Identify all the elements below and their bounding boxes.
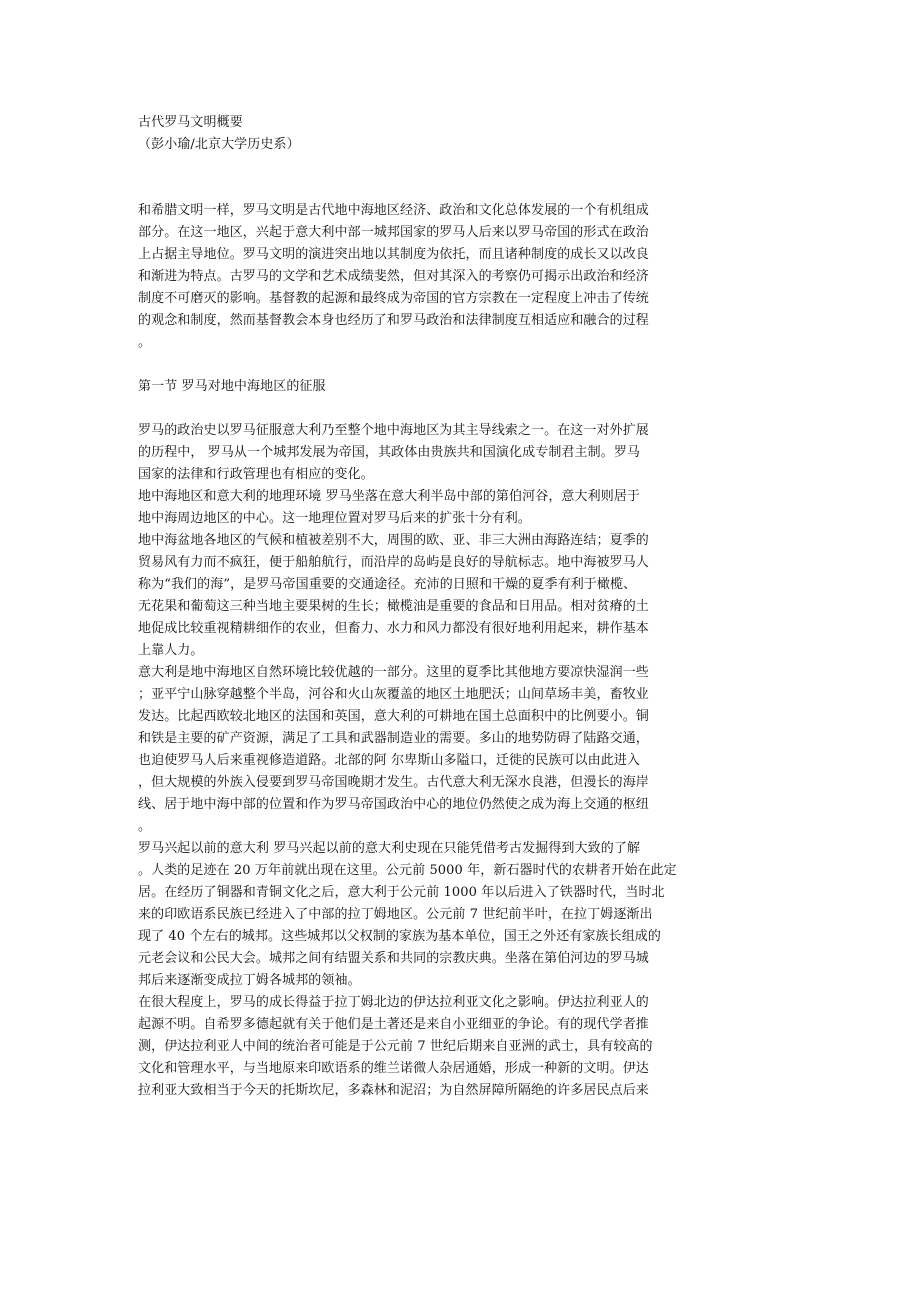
paragraph: 罗马的政治史以罗马征服意大利乃至整个地中海地区为其主导线索之一。在这一对外扩展 的历程中， 罗马从一个城邦发展为帝国，其政体由贵族共和国演化成专制君主制。罗马 国家的法律和行政管理也有相应的变化。	[138, 423, 649, 482]
document-body	[138, 112, 686, 1102]
intro-paragraph: 和希腊文明一样，罗马文明是古代地中海地区经济、政治和文化总体发展的一个有机组成 部分。在这一地区，兴起于意大利中部一城邦国家的罗马人后来以罗马帝国的形式在政治 上占据主导地位。罗马文明的演进突出地以其制度为依托，而且诸种制度的成长又以改良 和渐进为特点。古罗马的文学和艺术成绩斐然，但对其深入的考察仍可揭示出政治和经济 制度不可磨灭的影响。基督教的起源和最终成为帝国的官方宗教在一定程度上冲击了传统 的观念和制度，然而基督教会本身也经历了和罗马政治和法律制度互相适应和融合的过程 。	[138, 203, 649, 350]
spacer	[138, 156, 686, 178]
spacer	[138, 178, 686, 200]
document-author: （彭小瑜/北京大学历史系）	[138, 137, 300, 152]
paragraph: 在很大程度上，罗马的成长得益于拉丁姆北边的伊达拉利亚文化之影响。伊达拉利亚人的 起源不明。自希罗多德起就有关于他们是土著还是来自小亚细亚的争论。有的现代学者推 测，伊达拉利亚人中间的统治者可能是于公元前 7 世纪后期来自亚洲的武士，具有较高的 文化和管理水平，与当地原来印欧语系的维兰诺微人杂居通婚，形成一种新的文明。伊达 拉利亚大致相当于今天的托斯坎尼，多森林和泥沼；为自然屏障所隔绝的许多居民点后来	[138, 995, 653, 1098]
spacer	[138, 354, 686, 376]
spacer	[138, 398, 686, 420]
paragraph: 地中海地区和意大利的地理环境 罗马坐落在意大利半岛中部的第伯河谷，意大利则居于 地中海周边地区的中心。这一地理位置对罗马后来的扩张十分有利。	[138, 489, 641, 526]
paragraph: 罗马兴起以前的意大利 罗马兴起以前的意大利史现在只能凭借考古发掘得到大致的了解 。人类的足迹在 20 万年前就出现在这里。公元前 5000 年，新石器时代的农耕者开始在此定 居。在经历了铜器和青铜文化之后，意大利于公元前 1000 年以后进入了铁器时代，当时北 来的印欧语系民族已经进入了中部的拉丁姆地区。公元前 7 世纪前半叶，在拉丁姆逐渐出 现了 40 个左右的城邦。这些城邦以父权制的家族为基本单位，国王之外还有家族长组成的 元老会议和公民大会。城邦之间有结盟关系和共同的宗教庆典。坐落在第伯河边的罗马城 邦后来逐渐变成拉丁姆各城邦的领袖。	[138, 841, 677, 988]
section-heading: 第一节 罗马对地中海地区的征服	[138, 379, 326, 394]
paragraph: 意大利是地中海地区自然环境比较优越的一部分。这里的夏季比其他地方要凉快湿润一些 ；亚平宁山脉穿越整个半岛，河谷和火山灰覆盖的地区土地肥沃；山间草场丰美，畜牧业 发达。比起西欧较北地区的法国和英国，意大利的可耕地在国土总面积中的比例要小。铜 和铁是主要的矿产资源，满足了工具和武器制造业的需要。多山的地势防碍了陆路交通， 也迫使罗马人后来重视修造道路。北部的阿 尔卑斯山多隘口，迁徙的民族可以由此进入 ，但大规模的外族入侵要到罗马帝国晚期才发生。古代意大利无深水良港，但漫长的海岸 线、居于地中海中部的位置和作为罗马帝国政治中心的地位仍然使之成为海上交通的枢纽 。	[138, 665, 649, 834]
document-title: 古代罗马文明概要	[138, 115, 243, 130]
paragraph: 地中海盆地各地区的气候和植被差别不大，周围的欧、亚、非三大洲由海路连结；夏季的 贸易风有力而不疯狂，便于船舶航行，而沿岸的岛屿是良好的导航标志。地中海被罗马人 称为“我们的海”，是罗马帝国重要的交通途径。充沛的日照和干燥的夏季有利于橄榄、 无花果和葡萄这三种当地主要果树的生长；橄榄油是重要的食品和日用品。相对贫瘠的土 地促成比较重视精耕细作的农业，但畜力、水力和风力都没有很好地利用起来，耕作基本 上靠人力。	[138, 533, 649, 658]
